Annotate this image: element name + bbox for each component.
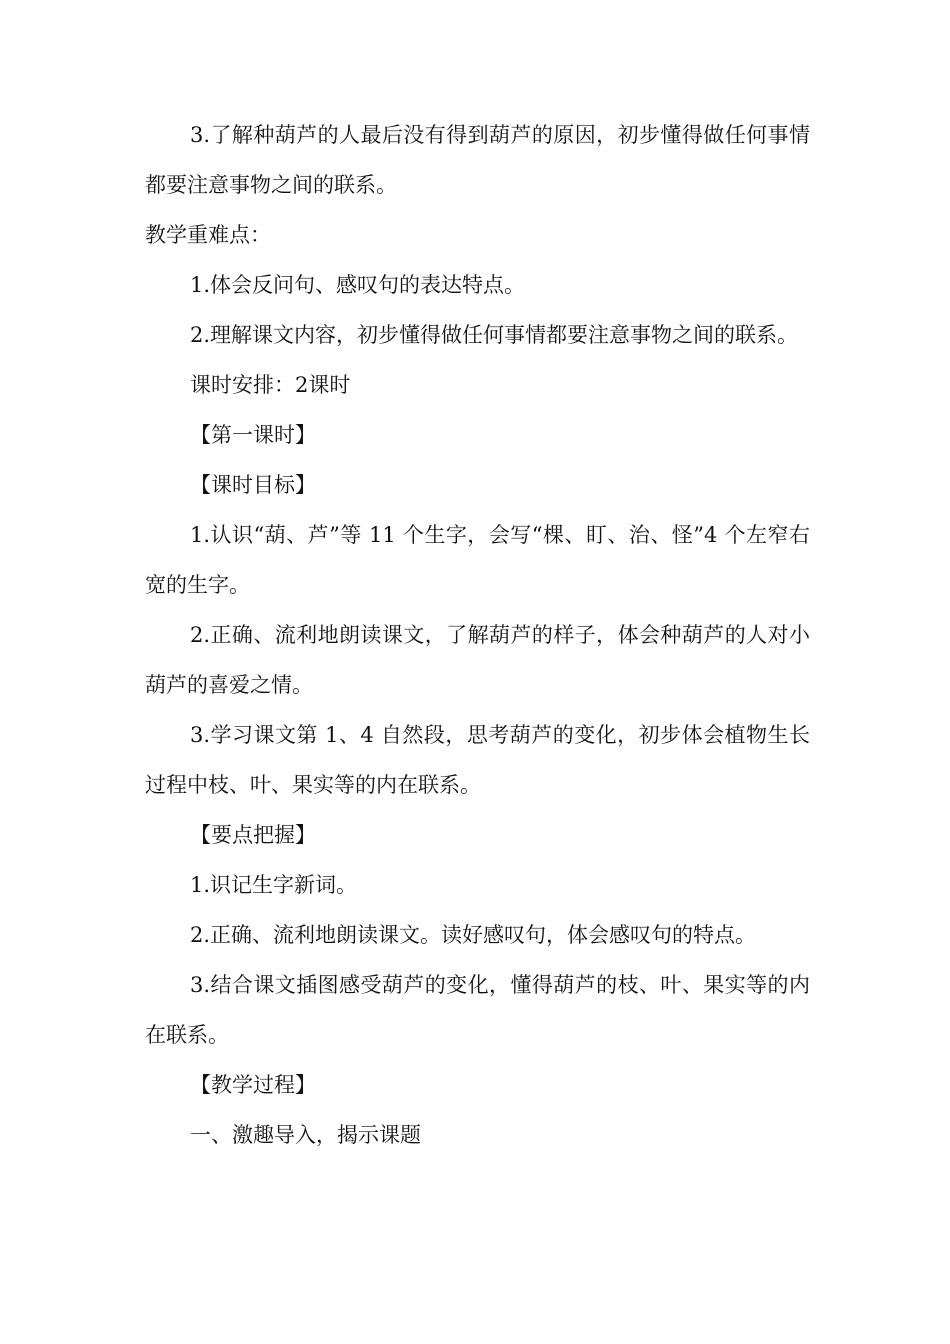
lesson-goals-heading: 【课时目标】 [190,473,316,497]
goal-2-paragraph: 2.正确、流利地朗读课文，了解葫芦的样子，体会种葫芦的人对小葫芦的喜爱之情。 [145,623,810,697]
key-difficult-points-heading: 教学重难点： [145,223,271,247]
key-1-paragraph: 1.识记生字新词。 [190,873,358,897]
teaching-process-heading: 【教学过程】 [190,1073,316,1097]
first-lesson-heading: 【第一课时】 [190,423,316,447]
document-page [145,110,810,1160]
goal-3-paragraph: 3.学习课文第 1、4 自然段，思考葫芦的变化，初步体会植物生长过程中枝、叶、果实等的内在联系。 [145,723,810,797]
step-1-paragraph: 一、激趣导入，揭示课题 [190,1123,421,1147]
key-point-2-paragraph: 2.理解课文内容，初步懂得做任何事情都要注意事物之间的联系。 [190,323,799,347]
key-points-heading: 【要点把握】 [190,823,316,847]
schedule-paragraph: 课时安排：2课时 [190,373,351,397]
key-3-paragraph: 3.结合课文插图感受葫芦的变化，懂得葫芦的枝、叶、果实等的内在联系。 [145,973,810,1047]
objective-3-paragraph: 3.了解种葫芦的人最后没有得到葫芦的原因，初步懂得做任何事情都要注意事物之间的联系。 [145,123,810,197]
key-2-paragraph: 2.正确、流利地朗读课文。读好感叹句，体会感叹句的特点。 [190,923,757,947]
key-point-1-paragraph: 1.体会反问句、感叹句的表达特点。 [190,273,526,297]
goal-1-paragraph: 1.认识“葫、芦”等 11 个生字，会写“棵、盯、治、怪”4 个左窄右宽的生字。 [145,523,810,597]
